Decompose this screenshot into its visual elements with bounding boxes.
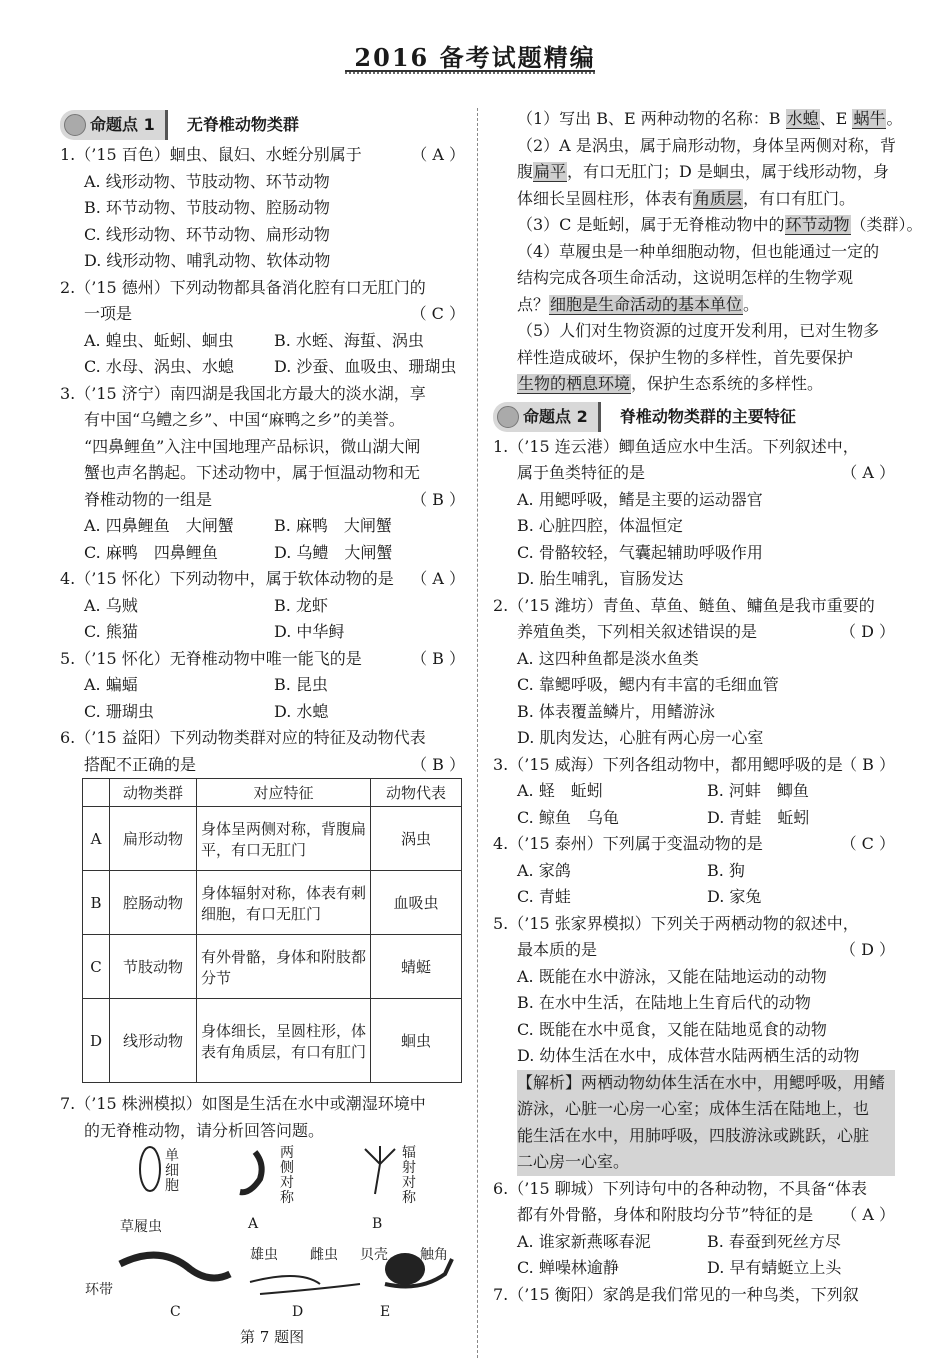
option-c: C. 麻鸭 四鼻鲤鱼 [84, 542, 218, 562]
text: （3）C 是蚯蚓，属于无脊椎动物中的 [517, 215, 785, 234]
option-b: B. 龙虾 [274, 595, 328, 615]
text: 。 [886, 109, 903, 128]
option-d: D. 中华鲟 [274, 622, 345, 641]
option-b: B. 麻鸭 大闸蟹 [274, 516, 392, 535]
question-5: 5.（’15 张家界模拟）下列关于两栖动物的叙述中， [493, 913, 859, 933]
question-3-line: 有中国“乌鳢之乡”、中国“麻鸭之乡”的美誉。 [84, 410, 405, 429]
sub-question-5-cont [493, 371, 895, 398]
question-stem: 都有外骨骼，身体和附肢均分节”特征的是 [517, 1205, 814, 1224]
options-row [493, 778, 895, 805]
question-7-figure [80, 1144, 465, 1344]
table-cell: C [83, 935, 110, 999]
sub-question-5-cont: 样性造成破坏，保护生物的多样性，首先要保护 [517, 347, 854, 367]
figure-label: E [380, 1304, 391, 1320]
option-a: A. 谁家新燕啄春泥 [517, 1231, 651, 1251]
table-cell: D [83, 999, 110, 1083]
table-cell: 蜻蜓 [371, 935, 462, 999]
options-row [60, 354, 465, 381]
sub-question-4-cont: 结构完成各项生命活动，这说明怎样的生物学观 [517, 268, 854, 287]
filled-answer: 水螅 [786, 109, 819, 128]
option-a: A. 用鳃呼吸，鳍是主要的运动器官 [517, 489, 763, 509]
figure-label: 单细胞 [165, 1148, 179, 1194]
table-header: 动物类群 [110, 779, 197, 807]
question-2-cont [493, 619, 895, 646]
table-cell: 血吸虫 [371, 871, 462, 935]
text: 体细长呈圆柱形，体表有 [517, 188, 694, 208]
page-header: 2016 备考试题精编 [354, 43, 596, 72]
column-divider [477, 108, 478, 1358]
question-3 [493, 752, 895, 779]
text: 腹 [517, 162, 534, 181]
question-6-cont [60, 752, 465, 779]
question-6: 6.（’15 益阳）下列动物类群对应的特征及动物代表 [60, 728, 426, 747]
sub-question-3 [493, 212, 923, 239]
leaf-icon [64, 114, 86, 136]
options-row [493, 884, 895, 911]
options-row [493, 1255, 895, 1282]
topic-1-heading [60, 108, 465, 142]
table-cell: 身体呈两侧对称，背腹扁平，有口无肛门 [197, 807, 371, 871]
question-4 [60, 566, 465, 593]
figure-label: 辐射对称 [402, 1145, 416, 1206]
option-b: B. 环节动物、节肢动物、腔肠动物 [84, 198, 330, 217]
filled-answer: 蜗牛 [853, 109, 886, 128]
sub-question-4-cont [493, 292, 895, 319]
table-cell: B [83, 871, 110, 935]
table-row [83, 999, 462, 1083]
question-3-line [60, 487, 465, 514]
option-d: D. 胎生哺乳，盲肠发达 [517, 569, 684, 588]
question-stem: 搭配不正确的是 [84, 754, 197, 774]
options-row [60, 513, 465, 540]
filled-answer: 环节动物 [785, 215, 850, 234]
options-row [493, 1229, 895, 1256]
option-b: B. 体表覆盖鳞片，用鳍游泳 [517, 701, 715, 721]
option-c: C. 鲸鱼 乌龟 [517, 807, 619, 827]
analysis-line: 二心房一心室。 [517, 1152, 630, 1171]
answer-5: （ B ） [411, 648, 465, 668]
paramecium-drawing [140, 1147, 160, 1191]
header-dotted-rule [345, 72, 595, 74]
text: ，有口有肛门。 [743, 188, 856, 208]
option-b: B. 河蚌 鲫鱼 [707, 781, 809, 800]
figure-label: 雌虫 [310, 1247, 338, 1263]
question-1 [60, 142, 465, 169]
sub-question-2-cont [493, 159, 895, 186]
feature-table [82, 778, 462, 1083]
option-a: A. 蝙蝠 [84, 675, 138, 694]
answer-3: （ B ） [411, 489, 465, 509]
table-cell: 蛔虫 [371, 999, 462, 1083]
sub-question-5: （5）人们对生物资源的过度开发利用，已对生物多 [517, 321, 880, 340]
option-b: B. 狗 [707, 860, 745, 880]
text: （类群）。 [850, 215, 923, 234]
option-d: D. 沙蚕、血吸虫、珊瑚虫 [274, 357, 457, 376]
answer-4: （ A ） [411, 569, 465, 588]
figure-label: C [170, 1304, 181, 1320]
option-c: C. 既能在水中觅食，又能在陆地觅食的动物 [517, 1019, 827, 1039]
figure-label: 环带 [85, 1282, 113, 1298]
filled-answer: 角质层 [694, 188, 743, 208]
answer-5: （ D ） [839, 940, 895, 959]
filled-answer: 生物的栖息环境 [518, 374, 631, 393]
option-c: C. 青蛙 [517, 887, 571, 906]
options-row [493, 805, 895, 832]
option-a: A. 既能在水中游泳，又能在陆地运动的动物 [517, 966, 827, 986]
table-cell: 节肢动物 [110, 935, 197, 999]
question-stem: 5.（’15 怀化）无脊椎动物中唯一能飞的是 [60, 648, 362, 668]
option-c: C. 靠鳃呼吸，鳃内有丰富的毛细血管 [517, 675, 779, 694]
option-b: B. 心脏四腔，体温恒定 [517, 516, 683, 535]
planarian-drawing [240, 1152, 262, 1192]
filled-answer: 扁平 [534, 162, 567, 181]
sub-question-2-cont [493, 186, 895, 213]
table-header-row [83, 779, 462, 807]
analysis-line: 能生活在水中，用肺呼吸，四肢游泳或跳跃，心脏 [517, 1125, 870, 1145]
option-d: D. 肌肉发达，心脏有两心房一心室 [517, 728, 764, 747]
filled-answer: 细胞是生命活动的基本单位 [550, 294, 743, 314]
options-row [60, 593, 465, 620]
topic-label: 命题点 1 [90, 115, 155, 134]
text: （1）写出 B、E 两种动物的名称：B [517, 109, 786, 128]
question-stem: 一项是 [84, 304, 133, 323]
figure-label: 两侧对称 [280, 1145, 294, 1206]
table-row [83, 935, 462, 999]
question-5-cont [493, 937, 895, 964]
table-cell: 身体细长，呈圆柱形，体表有角质层，有口有肛门 [197, 999, 371, 1083]
analysis-line: 游泳，心脏一心房一心室；成体生活在陆地上，也 [517, 1099, 870, 1118]
figure-label: A [248, 1216, 259, 1232]
option-c: C. 珊瑚虫 [84, 701, 154, 721]
leaf-icon [497, 406, 519, 428]
option-a: A. 家鸽 [517, 860, 571, 880]
answer-2: （ D ） [839, 622, 895, 641]
answer-2: （ C ） [410, 304, 465, 323]
options-row [60, 699, 465, 726]
option-d: D. 青蛙 蚯蚓 [707, 807, 810, 827]
figure-label: 雄虫 [250, 1247, 278, 1263]
topic-badge [493, 402, 601, 432]
sub-question-1 [493, 106, 903, 133]
option-b: B. 水蛭、海蜇、涡虫 [274, 330, 424, 350]
table-cell: A [83, 807, 110, 871]
table-cell: 涡虫 [371, 807, 462, 871]
table-header: 动物代表 [371, 779, 462, 807]
option-b: B. 在水中生活，在陆地上生育后代的动物 [517, 993, 811, 1012]
text: 。 [743, 294, 760, 314]
option-d: D. 早有蜻蜓立上头 [707, 1258, 842, 1277]
roundworm-female-drawing [260, 1284, 360, 1294]
option-c: C. 水母、涡虫、水螅 [84, 357, 234, 376]
option-d: D. 线形动物、哺乳动物、软体动物 [84, 251, 331, 270]
question-stem: 4.（’15 泰州）下列属于变温动物的是 [493, 834, 763, 853]
roundworm-male-drawing [250, 1276, 320, 1284]
option-d: D. 家兔 [707, 887, 762, 906]
question-3-line: 蟹也声名鹊起。下述动物中，属于恒温动物和无 [84, 463, 421, 482]
question-stem: 3.（’15 威海）下列各组动物中，都用鳃呼吸的是 [493, 754, 843, 774]
figure-caption: 第 7 题图 [240, 1328, 305, 1346]
options-row [493, 858, 895, 885]
answer-1: （ A ） [841, 463, 895, 482]
option-d: D. 幼体生活在水中，成体营水陆两栖生活的动物 [517, 1046, 860, 1065]
question-3-line: “四鼻鲤鱼”入注中国地理产品标识，微山湖大闸 [84, 436, 421, 456]
options-row [60, 540, 465, 567]
option-a: A. 四鼻鲤鱼 大闸蟹 [84, 516, 234, 535]
question-7: 7.（’15 衡阳）家鸽是我们常见的一种鸟类，下列叙 [493, 1284, 859, 1304]
left-column [60, 108, 465, 1344]
question-1-cont [493, 460, 895, 487]
options-row [60, 619, 465, 646]
table-row [83, 807, 462, 871]
question-2: 2.（’15 潍坊）青鱼、草鱼、鲢鱼、鳙鱼是我市重要的 [493, 595, 875, 615]
sub-question-4: （4）草履虫是一种单细胞动物，但也能通过一定的 [517, 241, 880, 261]
text: 点？ [517, 294, 550, 314]
question-4 [493, 831, 895, 858]
question-stem: 4.（’15 怀化）下列动物中，属于软体动物的是 [60, 569, 394, 588]
analysis-box [517, 1070, 895, 1176]
answer-6: （ B ） [411, 754, 465, 774]
question-5 [60, 646, 465, 673]
option-a: A. 蝗虫、蚯蚓、蛔虫 [84, 330, 234, 350]
table-cell: 扁形动物 [110, 807, 197, 871]
analysis-line: 【解析】两栖动物幼体生活在水中，用鳃呼吸，用鳍 [517, 1072, 886, 1092]
option-a: A. 线形动物、节肢动物、环节动物 [84, 171, 330, 191]
text: ，保护生态系统的多样性。 [631, 374, 824, 393]
option-c: C. 蝉噪林逾静 [517, 1258, 619, 1277]
table-cell: 有外骨骼，身体和附肢都分节 [197, 935, 371, 999]
option-a: A. 蛏 蚯蚓 [517, 781, 603, 800]
table-header [83, 779, 110, 807]
text: 、E [819, 109, 853, 128]
option-a: A. 乌贼 [84, 595, 138, 615]
figure-label: D [292, 1304, 304, 1320]
topic-title: 无脊椎动物类群 [186, 115, 299, 134]
topic-title: 脊椎动物类群的主要特征 [619, 406, 796, 426]
question-2: 2.（’15 德州）下列动物都具备消化腔有口无肛门的 [60, 277, 426, 297]
topic-2-heading [493, 400, 895, 434]
question-stem: 最本质的是 [517, 940, 598, 959]
table-cell: 线形动物 [110, 999, 197, 1083]
question-3: 3.（’15 济宁）南四湖是我国北方最大的淡水湖，享 [60, 383, 426, 403]
question-6-cont [493, 1202, 895, 1229]
option-d: D. 乌鳢 大闸蟹 [274, 542, 393, 562]
earthworm-drawing [120, 1255, 230, 1278]
answer-4: （ C ） [840, 834, 895, 853]
right-column [493, 106, 923, 1308]
question-2-cont [60, 301, 465, 328]
answer-6: （ A ） [841, 1205, 895, 1224]
question-7: 7.（’15 株洲模拟）如图是生活在水中或潮湿环境中 [60, 1094, 426, 1113]
table-cell: 身体辐射对称，体表有刺细胞，有口无肛门 [197, 871, 371, 935]
question-stem: 脊椎动物的一组是 [84, 489, 213, 509]
topic-label: 命题点 2 [523, 406, 588, 426]
table-cell: 腔肠动物 [110, 871, 197, 935]
option-b: B. 昆虫 [274, 675, 328, 694]
question-stem: 属于鱼类特征的是 [517, 463, 646, 482]
figure-label: 触角 [420, 1247, 448, 1263]
options-row [60, 328, 465, 355]
option-c: C. 熊猫 [84, 622, 138, 641]
table-header: 对应特征 [197, 779, 371, 807]
sub-question-2: （2）A 是涡虫，属于扁形动物，身体呈两侧对称，背 [517, 135, 896, 155]
figure-label: B [372, 1216, 383, 1232]
snail-shell-drawing [385, 1253, 425, 1285]
option-c: C. 骨骼较轻，气囊起辅助呼吸作用 [517, 542, 763, 562]
question-1: 1.（’15 连云港）鲫鱼适应水中生活。下列叙述中， [493, 436, 859, 456]
figure-label: 贝壳 [360, 1247, 388, 1263]
question-stem: 养殖鱼类，下列相关叙述错误的是 [517, 622, 758, 641]
question-stem: 1.（’15 百色）蛔虫、鼠妇、水蛭分别属于 [60, 145, 362, 164]
option-c: C. 线形动物、环节动物、扁形动物 [84, 224, 330, 244]
text: ，有口无肛门；D 是蛔虫，属于线形动物，身 [567, 162, 889, 181]
option-a: A. 这四种鱼都是淡水鱼类 [517, 648, 699, 668]
option-b: B. 春蚕到死丝方尽 [707, 1231, 841, 1251]
table-row [83, 871, 462, 935]
answer-1: （ A ） [411, 145, 465, 164]
topic-badge [60, 110, 168, 140]
answer-3: （ B ） [841, 754, 895, 774]
question-7-cont: 的无脊椎动物，请分析回答问题。 [84, 1120, 325, 1140]
figure-label: 草履虫 [120, 1219, 162, 1235]
question-6: 6.（’15 聊城）下列诗句中的各种动物，不具备“体表 [493, 1178, 867, 1198]
hydra-drawing [365, 1146, 395, 1194]
options-row [60, 672, 465, 699]
option-d: D. 水螅 [274, 701, 329, 721]
